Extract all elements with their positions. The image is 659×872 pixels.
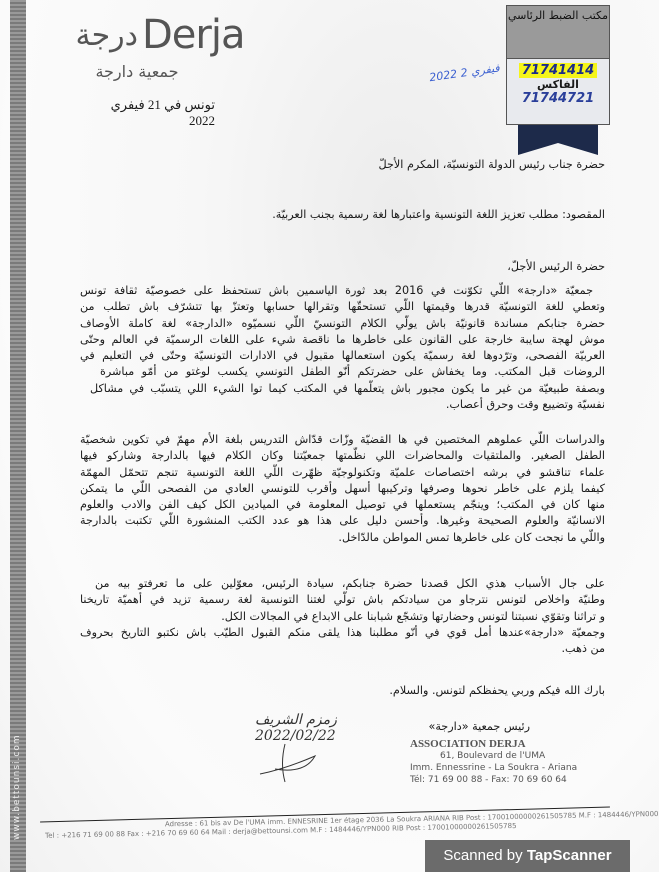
handwritten-signature [255, 712, 337, 788]
text-line: موش لهجة سايبة خارجة على القانون على خاطرها ما ناقصة شيء على اللغات الرسميّة في العالم وحتّى [80, 332, 605, 346]
stamp-fax-label: الفاكس [537, 78, 579, 91]
text-line: و تراثنا وتقوّي نسبتنا لتونس وحضارتها وتشجّع شبابنا على الابداع في المجالات الكل. [221, 609, 605, 623]
watermark-brand: TapScanner [526, 847, 612, 864]
footer-line-1: Adresse : 61 bis av De l'UMA imm. ENNESRINE 1er étage 2036 La Soukra ARIANA RIB Post : 17001000000261505785 M.F : 1484446/YPN000 [164, 810, 659, 829]
text-line: حضرة جنابكم مساندة قانونيّة باش يولّي الكلام التونسيّ اللّي نسميّوه «الدارجة» لغة كاملة الأوصاف [80, 316, 605, 330]
watermark-prefix: Scanned by [443, 847, 527, 864]
association-stamp [410, 738, 605, 786]
text-line: وبصفة طبيعيّة من غير ما يكون مجبور باش يتعلّمها في المكتب كيما توا الشيء اللي يتسبّب في مشاكل [90, 381, 605, 395]
handwritten-date: 2022/02/22 [255, 728, 336, 744]
stamp-name: ASSOCIATION DERJA [410, 738, 526, 750]
stamp-building: Imm. Ennessrine - La Soukra - Ariana [410, 763, 578, 773]
signature-scribble [255, 744, 325, 784]
text-line: منها كان في المكتب؛ وينجّم يستعملها في توصيل المعلومة في الميادين الكل كيف الفن والادب والعلوم [80, 498, 605, 512]
footer-line-2: Tel : +216 71 69 00 88 Fax : +216 70 69 60 64 Mail : derja@bettounsi.com M.F : 1484446/YPN000 RIB Post : 17001000000261505785 [45, 821, 517, 840]
stamp-phone: 71741414 [519, 63, 597, 78]
footer-contact [45, 810, 659, 841]
text-line: جمعيّة «دارجة» اللّي تكوّنت في 2016 بعد ثورة الياسمين باش تستحفظ على خصوصيّة ثقافة تونس [80, 284, 593, 297]
text-line: الروضات قبل المكتب. وما يخفاش على حضرتكم أنّو الطفل التونسي يكسب لوغتو من أمّو مباشرة [100, 365, 605, 379]
paragraph-1 [80, 283, 605, 413]
text-line: من ذهب. [561, 642, 605, 656]
subject: المقصود: مطلب تعزيز اللغة التونسية واعتبارها لغة رسمية بجنب العربيّة. [272, 208, 605, 221]
logo-arabic: درجة [75, 18, 138, 53]
stamp-address: 61, Boulevard de l'UMA [440, 751, 546, 761]
text-line: نفسيّة وتضييع وقت وحرق أعصاب. [445, 398, 605, 412]
stamp-phones: Tél: 71 69 00 88 - Fax: 70 69 60 64 [410, 775, 567, 785]
text-line: علماء تناقشو في برشه اختصاصات علميّة وتكنولوجيّة ظهّرت اللّي اللغة التونسية تنجم تتحمّل المهمّة [80, 465, 605, 479]
received-date-stamp: 2022 فيفري 2 [428, 61, 501, 85]
presidential-office-stamp [506, 5, 610, 155]
logo-latin: Derja [142, 12, 245, 58]
letter-date: تونس في 21 فيفري 2022 [110, 97, 215, 128]
tapscanner-watermark [425, 840, 630, 872]
stamp-ribbon [518, 125, 598, 155]
signatory-title: رئيس جمعية «دارجة» [428, 720, 530, 733]
text-line: وجمعيّة «دارجة»عندها أمل قوي في أنّو مطلبنا هذا يلقى منكم القبول الطيّب باش نكتبو التاريخ بحروف [80, 625, 605, 639]
text-line: واللّي ما نجحت كان على خاطرها تمس المواطن مالدّاخل. [338, 530, 605, 544]
handwritten-name: زمزم الشريف [255, 712, 337, 728]
closing: بارك الله فيكم وربي يحفظكم لتونس. والسلام. [389, 684, 605, 697]
paragraph-3 [80, 576, 605, 657]
text-line: كيفما يلزم على خاطر نحوها وصرفها وتركيبها أسهل وأقرب للتونسي العادي من الفصحى اللّي ما يتمكن [80, 481, 605, 495]
paragraph-2 [80, 432, 605, 546]
text-line: والدراسات اللّي عملوهم المختصين في ها القضيّة وزّات قدّاش التدريس بلغة الأم مهمّ في تكوين شخصيّة [80, 433, 605, 446]
salutation: حضرة الرئيس الأجلّ، [507, 260, 605, 273]
stamp-title: مكتب الضبط الرئاسي [506, 5, 610, 59]
website-vertical-text: www.bettounsi.com [12, 734, 22, 840]
logo-subtitle: جمعية دارجة [95, 62, 179, 81]
text-line: الانسانيّة والعلوم الصحيحة وغيرها. وأحسن دليل على هذا هو عدد الكتب المنشورة اللّي تكتبت بالدارجة [80, 514, 605, 528]
text-line: وطنيّة واخلاص لتونس نترجاو من سيادتكم باش تولّي لغتنا التونسية لغة رسمية تزيد في أهميّة تاريخنا [80, 593, 605, 607]
text-line: وتعطي للغة التونسيّة قدرها وقيمتها اللّي تستحقّها وتقرالها حسابها وتعتزّ بها تتشرّف باش تطلب من [80, 300, 605, 314]
text-line: على جال الأسباب هذي الكل قصدنا حضرة جنابكم، سيادة الرئيس، معوّلين على ما تعرفتو بيه من [95, 577, 605, 590]
addressee: حضرة جناب رئيس الدولة التونسيّة، المكرم الأجلّ [378, 158, 605, 171]
text-line: الطفل الصغير. والملتقيات والمحاضرات اللي نظّمتها جمعيّتنا وكان الكلام فيها بالدارجة وشاركو فيها [80, 449, 605, 463]
stamp-body [506, 59, 610, 125]
stamp-fax: 71744721 [521, 91, 595, 106]
text-line: العربيّة الفصحى، وترّدوها لغة رسميّة يكون استعمالها مقبول في الادارات التونسيّة وحتّى في التعليم في [80, 349, 605, 363]
